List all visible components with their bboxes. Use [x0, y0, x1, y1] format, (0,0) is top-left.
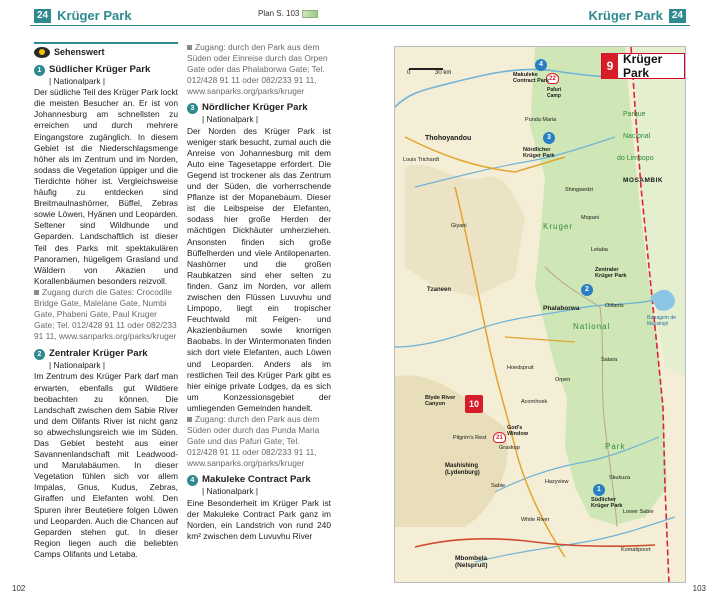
entry-number-badge: 4 [187, 475, 198, 486]
entry-title: Nördlicher Krüger Park [202, 102, 308, 114]
map-label-noerdlicher: Nördlicher Krüger Park [523, 147, 555, 159]
map-label-mocambik: MOSAMBIK [623, 177, 664, 184]
entry-body: Im Zentrum des Krüger Park darf man erwarten, ebenfalls gut Wildtiere beobachten zu können. Die Landschaft zwischen dem Sabie River und dem Olifants River ist nicht ganz so abwechslungsreich wie im Süden. Das Gebiet besteht aus einer Savannenlandschaft mit Leadwood- und Marulabäumen. In dieser Vegetation fühlen sich vor allem Impalas, Gnus, Kudus, Zebras, Giraffen und Elefanten wohl. Den Spuren ihrer Beutetiere folgen Löwen und Leoparden. Auch die Chancen auf Geparden stehen gut. In dieser Region liegen auch die beliebten Camps Olifants und Letaba. [34, 371, 178, 559]
header-rule [360, 25, 690, 26]
eye-icon [34, 47, 50, 58]
entry-heading [34, 64, 178, 76]
map-label-parque: Parque [623, 111, 646, 118]
map-label-pilgrims-rest: Pilgrim's Rest [453, 435, 487, 441]
map-graphic [395, 47, 686, 583]
entry-title: Südlicher Krüger Park [49, 64, 151, 76]
entry-body: Eine Besonderheit im Krüger Park ist der Makuleke Contract Park ganz im Norden, ein Landstrich von rund 240 km² zwischen dem Luvuvhu River [187, 497, 331, 541]
map-label-suedlicher: Südlicher Krüger Park [591, 497, 623, 509]
plan-reference[interactable] [258, 9, 318, 18]
chapter-number: 24 [669, 9, 686, 23]
chapter-title: Krüger Park [57, 8, 132, 23]
map-label-pafuri: Pafuri Camp [547, 87, 562, 99]
entry-category: | Nationalpark | [49, 360, 106, 371]
map-label-mbombela: Mbombela (Nelspruit) [455, 555, 488, 569]
entry-number-badge: 3 [187, 103, 198, 114]
map-label-letaba: Letaba [591, 247, 608, 253]
map-label-sabie: Sabie [491, 483, 506, 489]
text-column-left [34, 42, 178, 560]
map-label-park: Park [605, 442, 626, 451]
info-square-icon [34, 290, 39, 295]
entry-body: Der südliche Teil des Krüger Park lockt die meisten Besucher an. Er ist von Johannesburg am schnellsten zu erreichen und durch mehrere Eingangstore zugänglich. In diesem Gebiet ist die Niederschlagsmenge höher als im Zentrum und im Norden, sodass die Vegetation üppiger und die Tierdichte höher ist. Vergleichsweise häufig zu entdecken sind Breitmaulnashörner, Büffel, Zebras sowie Löwen, Hyänen und Leoparden. Seltener sind Wildhunde und Geparden. Landschaftlich ist dieser Teil des Parks mit spektakulären Panoramen, hügeligem Grasland und Wäldern von Akazien und Korallenbäumen besonders reizvoll. [34, 87, 178, 286]
map-label-skukuza: Skukuza [609, 475, 631, 481]
page-number: 103 [692, 584, 706, 593]
page-number: 102 [12, 584, 26, 593]
map-label-punda-maria: Punda Maria [525, 117, 557, 123]
map-label-hoedspruit: Hoedspruit [507, 365, 534, 371]
entry-info [187, 42, 331, 97]
map-label-lower-sabie: Lower Sabie [623, 509, 654, 515]
map-label-olifants: Olifants [605, 303, 624, 309]
info-text: Zugang durch die Gates: Crocodile Bridge Gate, Malelane Gate, Numbi Gate, Phabeni Gate, Paul Kruger Gate; Tel. 012/428 91 11 oder 082/233 91 11, www.sanparks.org/parks/kruger [34, 286, 177, 342]
info-text: Zugang: durch den Park aus dem Süden oder Einreise durch das Orpen Gate oder das Phalaborwa Gate; Tel. 012/428 91 11 oder 082/233 91 11, www.sanparks.org/parks/kruger [187, 42, 328, 97]
entry-heading [187, 102, 331, 114]
map-label-white-river: White River [521, 517, 550, 523]
map-marker-10[interactable]: 10 [465, 395, 483, 413]
entry-heading [34, 348, 178, 360]
map-marker-2[interactable]: 2 [581, 284, 593, 296]
map-label-orpen: Orpen [555, 377, 571, 383]
section-heading [34, 42, 178, 58]
text-column-right [187, 42, 331, 542]
entry-category: | Nationalpark | [49, 76, 106, 87]
map-label-kruger: Kruger [543, 222, 574, 231]
chapter-number: 24 [34, 9, 51, 23]
section-label: Sehenswert [54, 47, 105, 57]
entry-title: Zentraler Krüger Park [49, 348, 148, 360]
map-label-louis-trichardt: Louis Trichardt [403, 157, 440, 163]
map-marker-1[interactable]: 1 [593, 484, 605, 496]
entry-info [34, 287, 178, 342]
entry-category: | Nationalpark | [202, 486, 259, 497]
map-label-mashishing: Mashishing (Lydenburg) [445, 463, 480, 476]
entry-category: | Nationalpark | [202, 114, 259, 125]
route-marker-21[interactable]: 21 [493, 432, 506, 443]
map-label-mopani: Mopani [581, 215, 600, 221]
route-marker-22[interactable]: 22 [546, 73, 559, 84]
map-label-komatipoort: Komatipoort [621, 547, 651, 553]
map-label-acornhoek: Acornhoek [521, 399, 548, 405]
map-label-nacional: Nacional [623, 133, 651, 140]
map-label-zentraler: Zentraler Krüger Park [595, 267, 627, 279]
entry-number-badge: 1 [34, 65, 45, 76]
entry-number-badge: 2 [34, 349, 45, 360]
info-square-icon [187, 417, 192, 422]
map-label-thohoyandou: Thohoyandou [425, 135, 472, 142]
map-label-phalaborwa: Phalaborwa [543, 305, 580, 312]
header-rule [30, 25, 360, 26]
map-label-national: National [573, 322, 611, 331]
chapter-header [588, 8, 686, 23]
entry-info [187, 414, 331, 469]
info-text: Zugang: durch den Park aus dem Süden oder durch das Punda Maria Gate und das Pafuri Gate; Tel. 012/428 91 11 oder 082/233 91 11, www.sanparks.org/parks/kruger [187, 414, 320, 469]
map-label-limpopo: do Limpopo [617, 155, 654, 162]
map-title: Krüger Park [623, 52, 663, 80]
park-map[interactable] [394, 46, 686, 583]
right-page [360, 0, 720, 596]
map-label-shingwedzi: Shingwedzi [565, 187, 594, 193]
map-label-tzaneen: Tzaneen [427, 287, 452, 293]
plan-reference-text: Plan S. 103 [258, 9, 300, 18]
entry-body: Der Norden des Krüger Park ist weniger stark besucht, zumal auch die Anreise von Johannesburg mit dem Auto eine Tagesetappe erfordert. Die Gegend ist trockener als das Zentrum und der Süden, die vorherrschende Pflanze ist der Mopanebaum. Dieser ist die Leibspeise der Elefanten, sodass hier große Herden der mächtigen Dickhäuter umherziehen. Ansonsten finden sich große Büffelherden und viele Antilopenarten. Nashörner und die großen Raubkatzen sind eher selten zu finden. Ganz im Norden, vor allem zwischen den Flüssen Luvuvhu und Limpopo, liegt ein tropischer Feuchtwald mit Feigen- und Akazienbäumen sowie knorrigen Baobabs. In der Wintermonaten finden sich dort viele Elefanten, auch Löwen und Leoparden. Anders als im restlichen Teil des Krüger Park gibt es hier einige private Lodges, da es sich um Konzessionsgebiet der umliegenden Gemeinden handelt. [187, 125, 331, 413]
info-square-icon [187, 45, 192, 50]
map-label-hazyview: Hazyview [545, 479, 569, 485]
map-label-satara: Satara [601, 357, 618, 363]
map-label-massingir: Barragem de Massingir [647, 315, 676, 327]
entry-title: Makuleke Contract Park [202, 474, 311, 486]
chapter-header [34, 8, 132, 23]
map-label-giyani: Giyani [451, 223, 467, 229]
map-marker-4[interactable]: 4 [535, 59, 547, 71]
map-title-box [601, 53, 685, 79]
map-label-graskop: Graskop [499, 445, 520, 451]
scale-label-end: 30 km [435, 70, 452, 76]
map-label-makuleke: Makuleke Contract Park [513, 72, 550, 84]
map-number-badge: 9 [602, 53, 618, 79]
map-label-blyde: Blyde River Canyon [425, 395, 456, 407]
entry-heading [187, 474, 331, 486]
scale-label-zero: 0 [407, 70, 411, 76]
map-label-gods-window: God's Window [507, 425, 529, 437]
map-marker-3[interactable]: 3 [543, 132, 555, 144]
chapter-title: Krüger Park [588, 8, 663, 23]
map-thumbnail-icon [302, 10, 318, 18]
